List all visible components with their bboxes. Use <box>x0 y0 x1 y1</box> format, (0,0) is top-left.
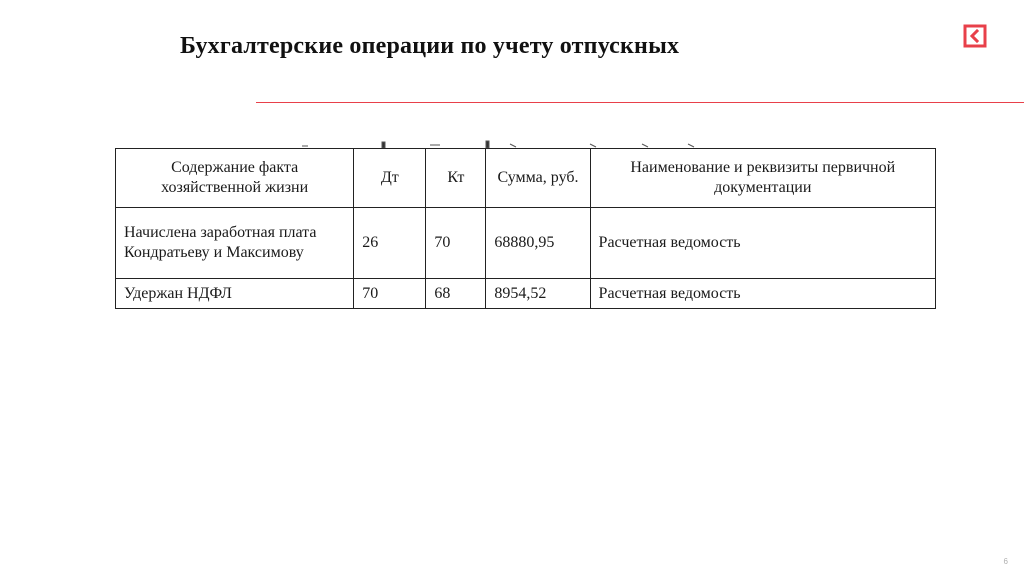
cell-document: Расчетная ведомость <box>590 208 935 279</box>
table-row <box>116 279 936 309</box>
header-debit: Дт <box>354 149 426 208</box>
table-header-row <box>116 149 936 208</box>
header-description: Содержание факта хозяйственной жизни <box>116 149 354 208</box>
header-document: Наименование и реквизиты первичной документации <box>590 149 935 208</box>
operations-table <box>115 148 936 309</box>
cell-credit: 70 <box>426 208 486 279</box>
cell-credit: 68 <box>426 279 486 309</box>
cell-debit: 70 <box>354 279 426 309</box>
cell-description: Удержан НДФЛ <box>116 279 354 309</box>
cell-description: Начислена заработная плата Кондратьеву и Максимову <box>116 208 354 279</box>
header-credit: Кт <box>426 149 486 208</box>
cell-amount: 8954,52 <box>486 279 590 309</box>
header-amount: Сумма, руб. <box>486 149 590 208</box>
cell-amount: 68880,95 <box>486 208 590 279</box>
title-divider <box>256 102 1024 103</box>
cell-debit: 26 <box>354 208 426 279</box>
slide-title: Бухгалтерские операции по учету отпускных <box>180 33 680 59</box>
table-row <box>116 208 936 279</box>
cell-document: Расчетная ведомость <box>590 279 935 309</box>
back-arrow-icon[interactable] <box>963 24 987 48</box>
page-number: 6 <box>1003 557 1008 566</box>
